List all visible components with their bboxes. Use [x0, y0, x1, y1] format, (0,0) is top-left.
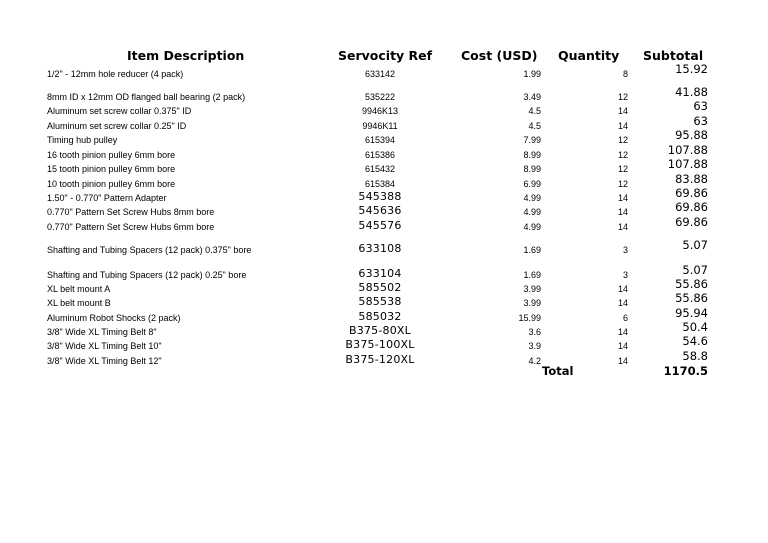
item-description-cell: Aluminum set screw collar 0.375" ID — [47, 106, 192, 116]
item-description-cell: 0.770" Pattern Set Screw Hubs 8mm bore — [47, 207, 215, 217]
item-description-cell: 0.770" Pattern Set Screw Hubs 6mm bore — [47, 222, 215, 232]
subtotal-cell: 107.88 — [667, 143, 708, 157]
cost-cell: 3.49 — [523, 92, 541, 102]
item-description-cell: 1.50" - 0.770" Pattern Adapter — [47, 193, 167, 203]
item-description-cell: 3/8" Wide XL Timing Belt 8" — [47, 327, 157, 337]
quantity-cell: 14 — [617, 284, 628, 294]
item-description-cell: 10 tooth pinion pulley 6mm bore — [47, 179, 176, 189]
item-description-cell: Shafting and Tubing Spacers (12 pack) 0.375" bore — [47, 245, 252, 255]
item-description-cell: XL belt mount A — [47, 284, 111, 294]
subtotal-cell: 69.86 — [675, 186, 708, 200]
quantity-cell: 14 — [617, 327, 628, 337]
cost-cell: 1.99 — [523, 69, 541, 79]
header-subtotal: Subtotal — [643, 48, 704, 63]
quantity-cell: 12 — [617, 179, 628, 189]
item-description-cell: Aluminum Robot Shocks (2 pack) — [47, 313, 181, 323]
item-description-cell: XL belt mount B — [47, 298, 111, 308]
cost-cell: 3.99 — [523, 284, 541, 294]
subtotal-cell: 55.86 — [675, 291, 708, 305]
subtotal-cell: 41.88 — [675, 85, 708, 99]
quantity-cell: 3 — [622, 270, 628, 280]
header-quantity: Quantity — [558, 48, 620, 63]
quantity-cell: 6 — [622, 313, 628, 323]
servocity-ref-cell: 633108 — [358, 242, 402, 255]
servocity-ref-cell: B375-80XL — [349, 324, 411, 337]
subtotal-cell: 83.88 — [675, 172, 708, 186]
item-description-cell: 3/8" Wide XL Timing Belt 12" — [47, 356, 162, 366]
servocity-ref-cell: 633142 — [364, 69, 396, 79]
cost-cell: 15.99 — [518, 313, 541, 323]
subtotal-cell: 55.86 — [675, 277, 708, 291]
subtotal-cell: 69.86 — [675, 200, 708, 214]
item-description-cell: Shafting and Tubing Spacers (12 pack) 0.25" bore — [47, 270, 247, 280]
subtotal-cell: 5.07 — [682, 263, 708, 277]
total-value: 1170.5 — [663, 364, 708, 378]
servocity-ref-cell: 545576 — [358, 219, 402, 232]
servocity-ref-cell: 585538 — [358, 295, 402, 308]
item-description-cell: 1/2" - 12mm hole reducer (4 pack) — [47, 69, 184, 79]
servocity-ref-cell: 633104 — [358, 267, 402, 280]
cost-cell: 3.6 — [528, 327, 541, 337]
subtotal-cell: 95.94 — [675, 306, 708, 320]
cost-cell: 4.99 — [523, 222, 541, 232]
item-description-cell: 16 tooth pinion pulley 6mm bore — [47, 150, 176, 160]
servocity-ref-cell: B375-100XL — [345, 338, 415, 351]
servocity-ref-cell: 545388 — [358, 190, 402, 203]
quantity-cell: 14 — [617, 298, 628, 308]
quantity-cell: 12 — [617, 164, 628, 174]
subtotal-cell: 54.6 — [682, 334, 708, 348]
subtotal-cell: 50.4 — [682, 320, 708, 334]
subtotal-cell: 58.8 — [682, 349, 708, 363]
quantity-cell: 14 — [617, 106, 628, 116]
quantity-cell: 14 — [617, 193, 628, 203]
table-row — [0, 62, 768, 80]
quantity-cell: 3 — [622, 245, 628, 255]
servocity-ref-cell: 545636 — [358, 204, 402, 217]
cost-cell: 4.5 — [528, 106, 541, 116]
servocity-ref-cell: 615394 — [364, 135, 396, 145]
table-row — [0, 238, 768, 256]
subtotal-cell: 95.88 — [675, 128, 708, 142]
cost-cell: 4.99 — [523, 193, 541, 203]
quantity-cell: 14 — [617, 222, 628, 232]
servocity-ref-cell: 535222 — [364, 92, 396, 102]
servocity-ref-cell: 585032 — [358, 310, 402, 323]
quantity-cell: 12 — [617, 150, 628, 160]
subtotal-cell: 15.92 — [675, 62, 708, 76]
item-description-cell: 3/8" Wide XL Timing Belt 10" — [47, 341, 162, 351]
cost-cell: 8.99 — [523, 150, 541, 160]
servocity-ref-cell: B375-120XL — [345, 353, 415, 366]
quantity-cell: 12 — [617, 135, 628, 145]
cost-cell: 6.99 — [523, 179, 541, 189]
header-cost: Cost (USD) — [461, 48, 538, 63]
total-row — [0, 364, 768, 379]
quantity-cell: 12 — [617, 92, 628, 102]
cost-cell: 3.99 — [523, 298, 541, 308]
item-description-cell: 15 tooth pinion pulley 6mm bore — [47, 164, 176, 174]
cost-cell: 4.5 — [528, 121, 541, 131]
quantity-cell: 14 — [617, 207, 628, 217]
header-servocity-ref: Servocity Ref — [338, 48, 433, 63]
item-description-cell: 8mm ID x 12mm OD flanged ball bearing (2 pack) — [47, 92, 246, 102]
cost-cell: 8.99 — [523, 164, 541, 174]
quantity-cell: 14 — [617, 121, 628, 131]
subtotal-cell: 69.86 — [675, 215, 708, 229]
item-description-cell: Aluminum set screw collar 0.25" ID — [47, 121, 187, 131]
servocity-ref-cell: 585502 — [358, 281, 402, 294]
total-label: Total — [542, 364, 574, 378]
servocity-ref-cell: 9946K13 — [361, 106, 399, 116]
servocity-ref-cell: 615432 — [364, 164, 396, 174]
header-item-description: Item Description — [127, 48, 245, 63]
cost-cell: 1.69 — [523, 270, 541, 280]
subtotal-cell: 63 — [693, 114, 708, 128]
quantity-cell: 14 — [617, 341, 628, 351]
cost-cell: 3.9 — [528, 341, 541, 351]
servocity-ref-cell: 615386 — [364, 150, 396, 160]
cost-cell: 4.2 — [528, 356, 541, 366]
servocity-ref-cell: 9946K11 — [362, 121, 398, 131]
table-row — [0, 215, 768, 233]
subtotal-cell: 107.88 — [667, 157, 708, 171]
item-description-cell: Timing hub pulley — [47, 135, 118, 145]
servocity-ref-cell: 615384 — [364, 179, 396, 189]
cost-cell: 1.69 — [523, 245, 541, 255]
cost-cell: 4.99 — [523, 207, 541, 217]
subtotal-cell: 5.07 — [682, 238, 708, 252]
subtotal-cell: 63 — [693, 99, 708, 113]
cost-cell: 7.99 — [523, 135, 541, 145]
quantity-cell: 8 — [622, 69, 628, 79]
quantity-cell: 14 — [617, 356, 628, 366]
